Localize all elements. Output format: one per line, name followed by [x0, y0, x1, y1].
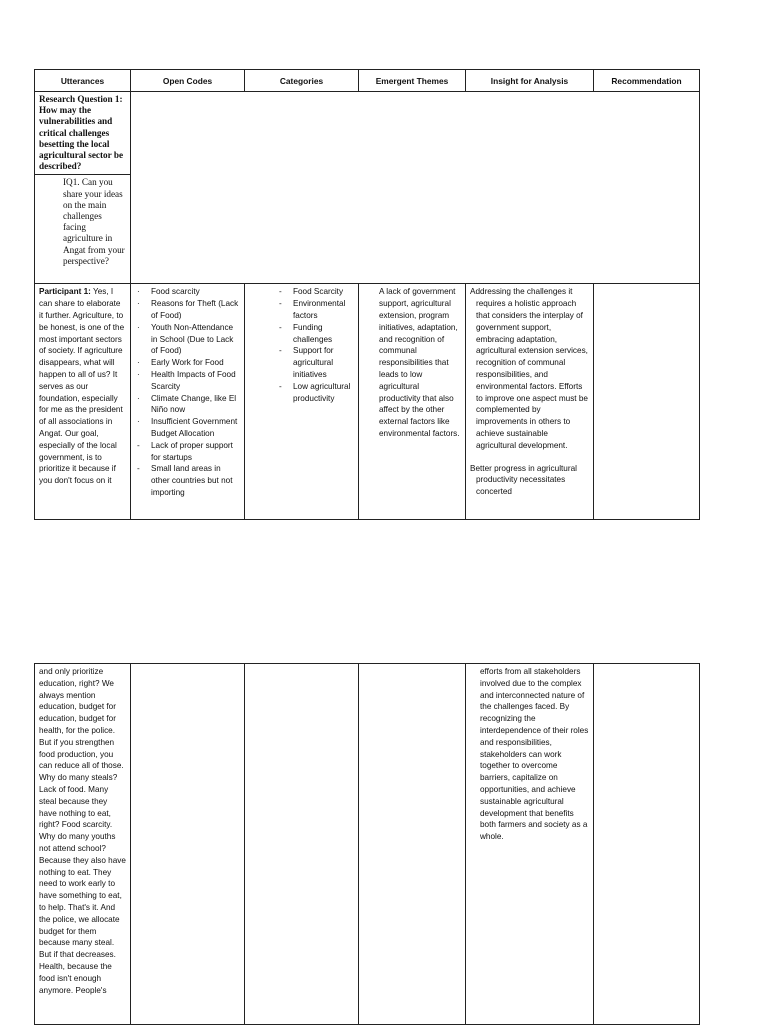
open-code-item: - Small land areas in other countries but not importing [135, 463, 240, 498]
participant-cell [35, 284, 131, 520]
category-item: - Environmental factors [277, 298, 354, 322]
analysis-table-page-2 [34, 663, 700, 1025]
open-code-item: · Early Work for Food [135, 357, 240, 369]
recommendation-cell [594, 284, 700, 520]
header-insight: Insight for Analysis [466, 70, 594, 92]
header-open-codes: Open Codes [131, 70, 245, 92]
insight-cell [466, 284, 594, 520]
participant-utterance: Yes, I can share to elaborate it further. Agriculture, to be honest, is one of the most important sectors of society. If agriculture disappears, what will happen to all of us? It serves as our foundation, especially for me as the president of all associations in Angat. Our goal, especially of the local government, is to prioritize it because if you don't focus on it [39, 287, 125, 486]
table-row [35, 92, 700, 175]
table-header-row [35, 70, 700, 92]
categories-cell [245, 284, 359, 520]
category-item: - Support for agricultural initiatives [277, 345, 354, 380]
open-codes-cell-continued [131, 664, 245, 1025]
open-codes-cell [131, 284, 245, 520]
interview-question-cell: IQ1. Can you share your ideas on the main challenges facing agriculture in Angat from your perspective? [35, 175, 131, 284]
analysis-table-page-1 [34, 69, 700, 520]
open-code-item: · Climate Change, like El Niño now [135, 393, 240, 417]
open-code-item: - Lack of proper support for startups [135, 440, 240, 464]
emergent-theme-cell: A lack of government support, agricultural extension, program initiatives, adaptation, and recognition of communal responsibilities that leads to low agricultural productivity that also affect by the other external factors like environmental factors. [359, 284, 466, 520]
header-emergent-themes: Emergent Themes [359, 70, 466, 92]
insight-paragraph-continued: efforts from all stakeholders involved due to the complex and interconnected nature of the challenges faced. By recognizing the interdependence of their roles and responsibilities, stakeholders can work together to overcome barriers, capitalize on opportunities, and achieve sustainable agricultural development that benefits both farmers and society as a whole. [480, 667, 589, 842]
open-code-item: · Reasons for Theft (Lack of Food) [135, 298, 240, 322]
categories-cell-continued [245, 664, 359, 1025]
emergent-theme-cell-continued [359, 664, 466, 1025]
header-categories: Categories [245, 70, 359, 92]
category-item: - Funding challenges [277, 322, 354, 346]
category-item: - Food Scarcity [277, 286, 354, 298]
participant-cell-continued [35, 664, 131, 1025]
recommendation-cell-continued [594, 664, 700, 1025]
open-code-item: · Youth Non-Attendance in School (Due to Lack of Food) [135, 322, 240, 357]
participant-utterance-continued: and only prioritize education, right? We always mention education, budget for education, budget for health, for the police. But if you strengthen food production, you can reduce all of those. Why do many steals? Lack of food. Many steal because they have nothing to eat, right? Food scarcity. Why do many youths not attend school? Because they also have nothing to eat. They need to work early to have something to eat, to help. That's it. And the police, we allocate budget for them because many steal. But if that decreases. Health, because the food isn't enough anymore. People's [39, 667, 126, 995]
participant-label: Participant 1: [39, 287, 91, 297]
empty-merged-cell [131, 92, 700, 284]
table-row [35, 284, 700, 520]
open-code-item: · Food scarcity [135, 286, 240, 298]
research-question-cell: Research Question 1: How may the vulnerabilities and critical challenges besetting the local agricultural sector be described? [35, 92, 131, 175]
table-row [35, 664, 700, 1025]
insight-cell-continued [466, 664, 594, 1025]
insight-paragraph: Addressing the challenges it requires a holistic approach that considers the interplay of government support, embracing adaptation, agricultural extension services, recognition of communal responsibilities, and environmental factors. Efforts to improve one aspect must be complemented by improvements in others to achieve sustainable agricultural development. [470, 287, 588, 450]
header-utterances: Utterances [35, 70, 131, 92]
insight-paragraph: Better progress in agricultural productivity necessitates concerted [470, 463, 577, 497]
open-code-item: · Insufficient Government Budget Allocation [135, 416, 240, 440]
category-item: - Low agricultural productivity [277, 381, 354, 405]
header-recommendation: Recommendation [594, 70, 700, 92]
open-code-item: · Health Impacts of Food Scarcity [135, 369, 240, 393]
